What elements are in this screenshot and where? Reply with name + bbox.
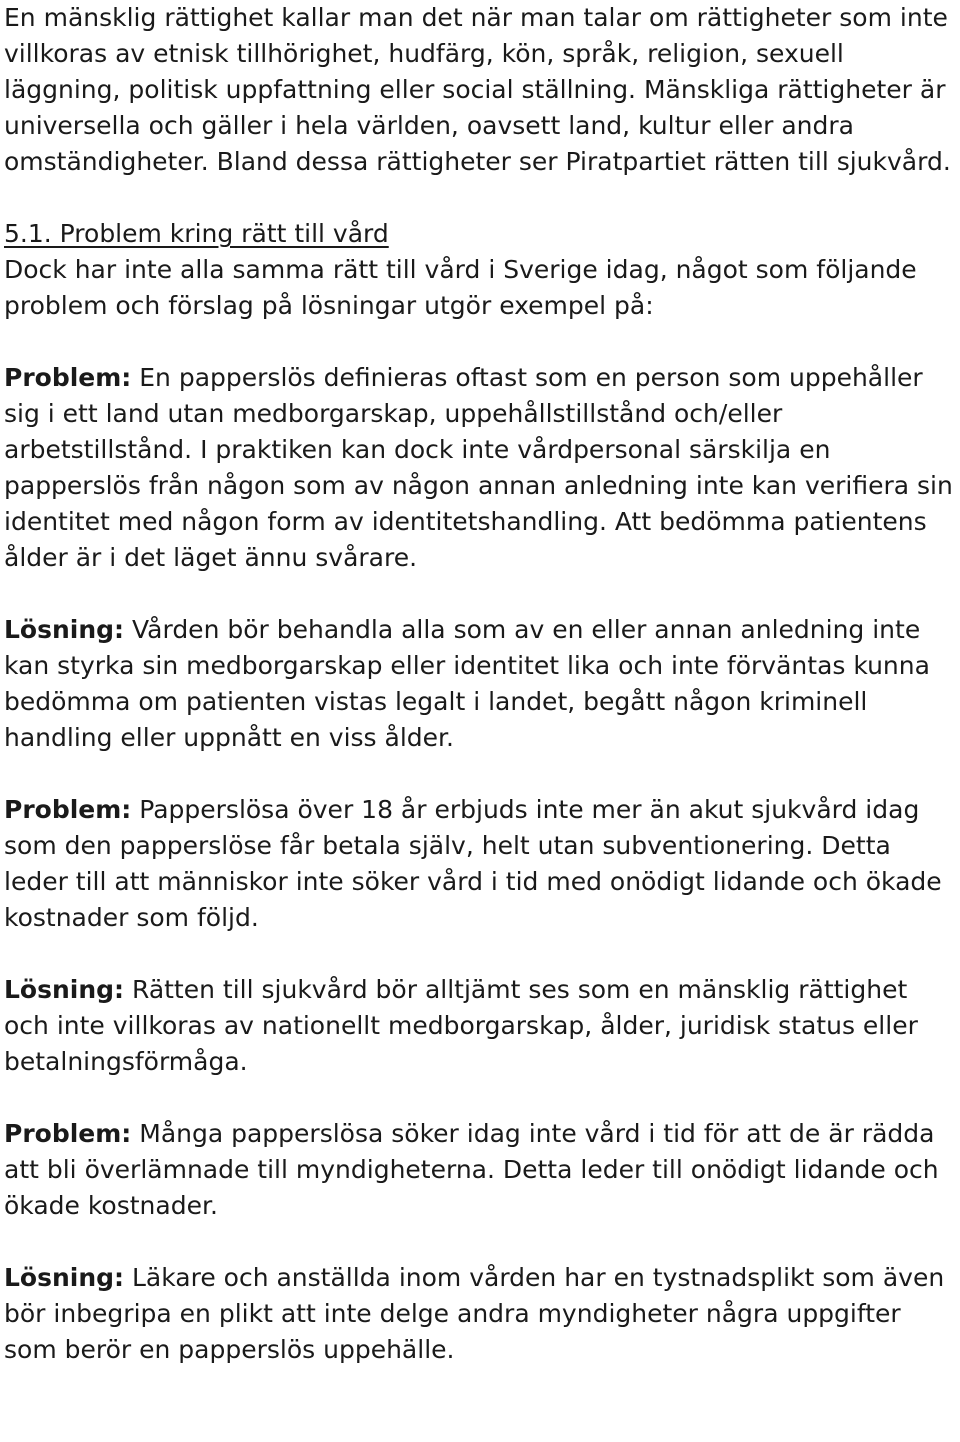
problem-label: Problem: — [4, 1119, 132, 1148]
problem-block-1 — [4, 360, 956, 576]
solution-text: Läkare och anställda inom vården har en tystnadsplikt som även bör inbegripa en plikt att inte delge andra myndigheter några uppgifter som berör en papperslös uppehälle. — [4, 1263, 945, 1364]
solution-label: Lösning: — [4, 1263, 125, 1292]
solution-block-2 — [4, 972, 956, 1080]
solution-block-1 — [4, 612, 956, 756]
solution-label: Lösning: — [4, 975, 125, 1004]
problem-label: Problem: — [4, 363, 132, 392]
problem-text: Många papperslösa söker idag inte vård i tid för att de är rädda att bli överlämnade till myndigheterna. Detta leder till onödigt lidande och ökade kostnader. — [4, 1119, 939, 1220]
section-heading: 5.1. Problem kring rätt till vård — [4, 219, 389, 248]
problem-block-2 — [4, 792, 956, 936]
solution-label: Lösning: — [4, 615, 125, 644]
problem-text: Papperslösa över 18 år erbjuds inte mer än akut sjukvård idag som den papperslöse får betala själv, helt utan subventionering. Detta leder till att människor inte söker vård i tid med onödigt lidande och ökade kostnader som följd. — [4, 795, 942, 932]
section-lead-paragraph: Dock har inte alla samma rätt till vård i Sverige idag, något som följande problem och förslag på lösningar utgör exempel på: — [4, 255, 917, 320]
solution-block-3 — [4, 1260, 956, 1368]
solution-text: Vården bör behandla alla som av en eller annan anledning inte kan styrka sin medborgarskap eller identitet lika och inte förväntas kunna bedömma om patienten vistas legalt i landet, begått någon kriminell handling eller uppnått en viss ålder. — [4, 615, 930, 752]
intro-paragraph: En mänsklig rättighet kallar man det när man talar om rättigheter som inte villkoras av etnisk tillhörighet, hudfärg, kön, språk, religion, sexuell läggning, politisk uppfattning eller social ställning. Mänskliga rättigheter är universella och gäller i hela världen, oavsett land, kultur eller andra omständigheter. Bland dessa rättigheter ser Piratpartiet rätten till sjukvård. — [4, 3, 951, 176]
problem-block-3 — [4, 1116, 956, 1224]
solution-text: Rätten till sjukvård bör alltjämt ses som en mänsklig rättighet och inte villkoras av nationellt medborgarskap, ålder, juridisk status eller betalningsförmåga. — [4, 975, 918, 1076]
problem-label: Problem: — [4, 795, 132, 824]
problem-text: En papperslös definieras oftast som en person som uppehåller sig i ett land utan medborgarskap, uppehållstillstånd och/eller arbetstillstånd. I praktiken kan dock inte vårdpersonal särskilja en papperslös från någon som av någon annan anledning inte kan verifiera sin identitet med någon form av identitetshandling. Att bedömma patientens ålder är i det läget ännu svårare. — [4, 363, 953, 572]
document-page — [4, 0, 956, 1368]
